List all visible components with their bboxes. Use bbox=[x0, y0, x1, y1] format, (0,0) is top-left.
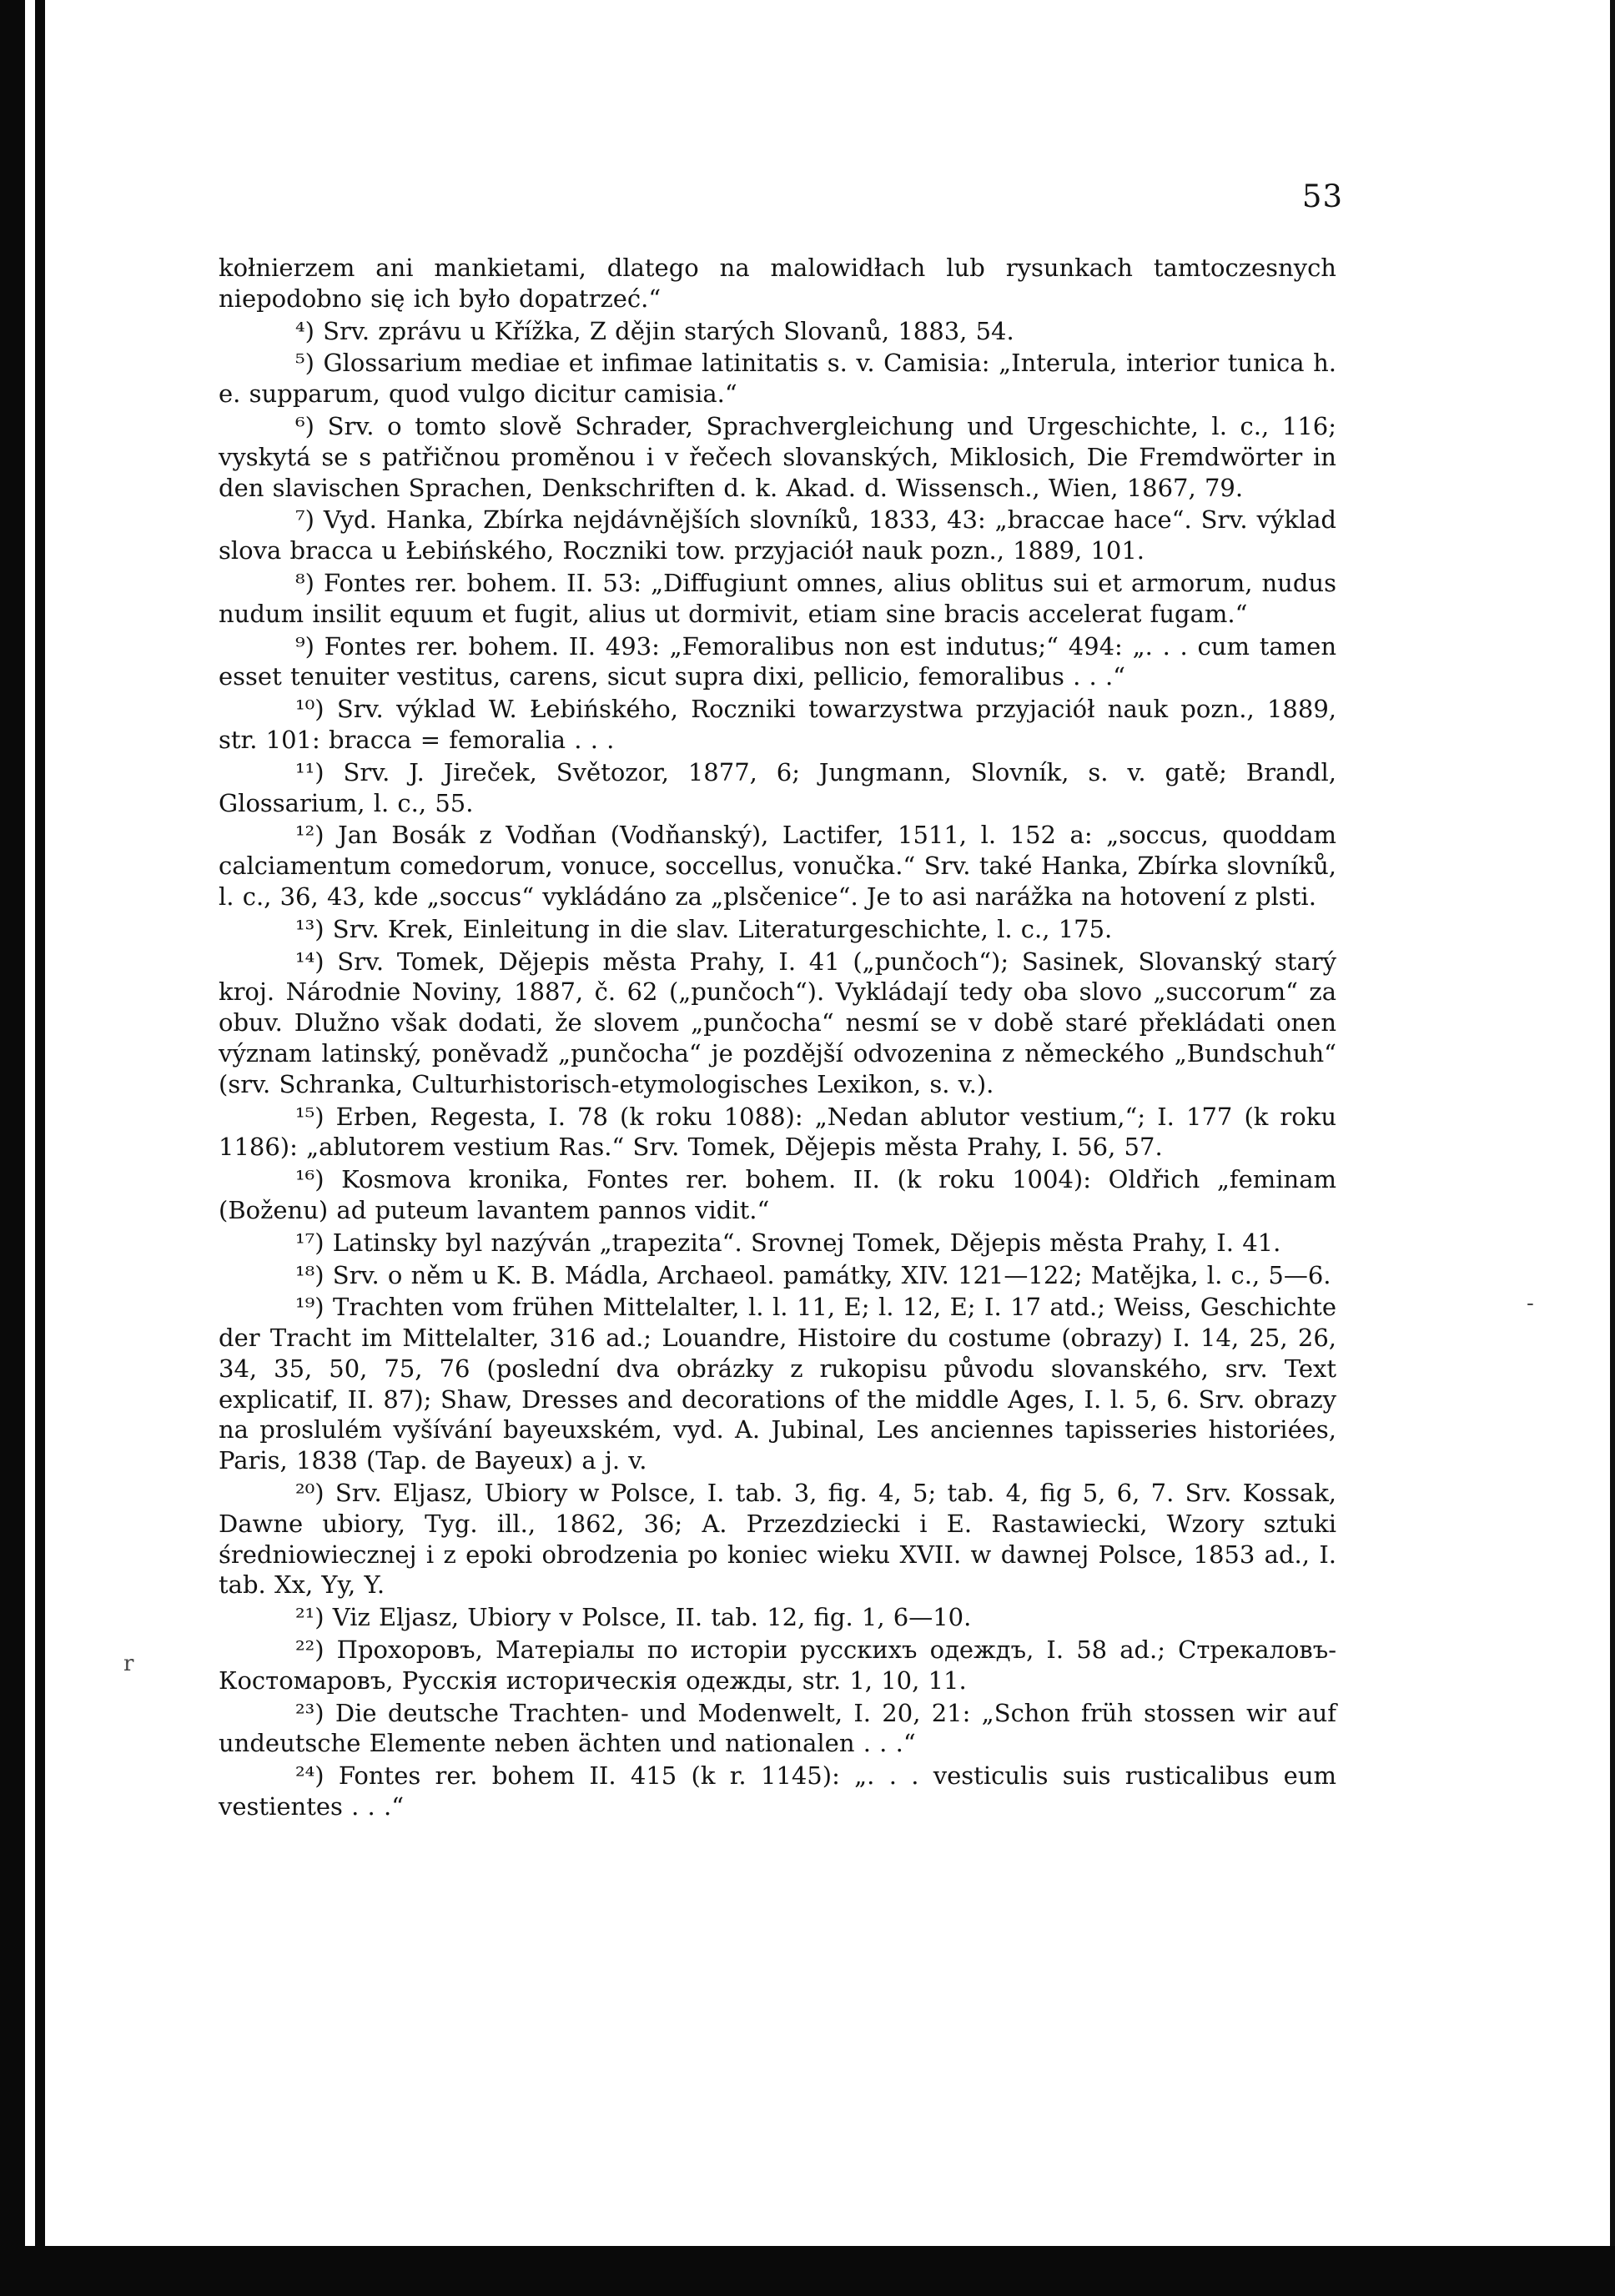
footnote-6: ⁶) Srv. o tomto slově Schrader, Sprachvergleichung und Urgeschichte, l. c., 116; vyskytá se s patřičnou proměnou i v řečech slovanských, Miklosich, Die Fremdwörter in den slavischen Sprachen, Denkschriften d. k. Akad. d. Wissensch., Wien, 1867, 79. bbox=[219, 411, 1346, 502]
footnote-20: ²⁰) Srv. Eljasz, Ubiory w Polsce, I. tab. 3, fig. 4, 5; tab. 4, fig 5, 6, 7. Srv. Kossak, Dawne ubiory, Tyg. ill., 1862, 36; A. Przezdziecki i E. Rastawiecki, Wzory sztuki średniowiecznej i z epoki obrodzenia po koniec wieku XVII. w dawnej Polsce, 1853 ad., I. tab. Xx, Yy, Y. bbox=[219, 1479, 1346, 1600]
footnote-21: ²¹) Viz Eljasz, Ubiory v Polsce, II. tab. 12, fig. 1, 6—10. bbox=[295, 1603, 972, 1632]
margin-dash-mark: - bbox=[1527, 1291, 1534, 1316]
scan-border-bottom bbox=[0, 2246, 1615, 2296]
footnote-9: ⁹) Fontes rer. bohem. II. 493: „Femoralibus non est indutus;“ 494: „. . . cum tamen esset tenuiter vestitus, carens, sicut supra dixi, pellicio, femoralibus . . .“ bbox=[219, 631, 1346, 691]
footnote-14: ¹⁴) Srv. Tomek, Dějepis města Prahy, I. 41 („punčoch“); Sasinek, Slovanský starý kroj. Národnie Noviny, 1887, č. 62 („punčoch“). Vykládají tedy oba slovo „succorum“ za obuv. Dlužno však dodati, že slovem „punčocha“ nesmí se v době staré překládati onen význam latinský, poněvadž „punčocha“ je pozdější odvozenina z německého „Bundschuh“ (srv. Schranka, Culturhistorisch-etymologisches Lexikon, s. v.). bbox=[219, 947, 1346, 1098]
footnote-17: ¹⁷) Latinsky byl nazýván „trapezita“. Srovnej Tomek, Dějepis města Prahy, I. 41. bbox=[295, 1228, 1281, 1257]
footnote-7: ⁷) Vyd. Hanka, Zbírka nejdávnějších slovníků, 1833, 43: „braccae hace“. Srv. výklad slova bracca u Łebińského, Roczniki tow. przyjaciół nauk pozn., 1889, 101. bbox=[219, 505, 1346, 565]
scan-border-left bbox=[0, 0, 25, 2296]
footnote-12: ¹²) Jan Bosák z Vodňan (Vodňanský), Lactifer, 1511, l. 152 a: „soccus, quoddam calciamentum comedorum, vonuce, soccellus, vonučka.“ Srv. také Hanka, Zbírka slovníků, l. c., 36, 43, kde „soccus“ vykládáno za „plsčenice“. Je to asi narážka na hotovení z plsti. bbox=[219, 821, 1346, 911]
footnote-19: ¹⁹) Trachten vom frühen Mittelalter, l. l. 11, E; l. 12, E; I. 17 atd.; Weiss, Geschichte der Tracht im Mittelalter, 316 ad.; Louandre, Histoire du costume (obrazy) I. 14, 25, 26, 34, 35, 50, 75, 76 (poslední dva obrázky z rukopisu původu slovanského, srv. Text explicatif, II. 87); Shaw, Dresses and decorations of the middle Ages, I. l. 5, 6. Srv. obrazy na proslulém vyšívání bayeuxském, vyd. A. Jubinal, Les anciennes tapisseries historiées, Paris, 1838 (Tap. de Bayeux) a j. v. bbox=[219, 1293, 1346, 1475]
footnote-4: ⁴) Srv. zprávu u Křížka, Z dějin starých Slovanů, 1883, 54. bbox=[295, 316, 1014, 345]
footnote-18: ¹⁸) Srv. o něm u K. B. Mádla, Archaeol. památky, XIV. 121—122; Matějka, l. c., 5—6. bbox=[295, 1260, 1331, 1289]
footnote-15: ¹⁵) Erben, Regesta, I. 78 (k roku 1088): „Nedan ablutor vestium,“; I. 177 (k roku 1186): „ablutorem vestium Ras.“ Srv. Tomek, Dějepis města Prahy, I. 56, 57. bbox=[219, 1102, 1346, 1162]
scan-border-right bbox=[1610, 0, 1615, 2296]
margin-bracket-mark: r bbox=[123, 1651, 134, 1676]
scan-border-gap bbox=[25, 0, 35, 2296]
footnote-5: ⁵) Glossarium mediae et infimae latinitatis s. v. Camisia: „Interula, interior tunica h. e. supparum, quod vulgo dicitur camisia.“ bbox=[219, 349, 1346, 409]
footnotes-body bbox=[219, 253, 1346, 1824]
scan-border-left-inner bbox=[35, 0, 45, 2296]
footnote-10: ¹⁰) Srv. výklad W. Łebińského, Roczniki towarzystwa przyjaciół nauk pozn., 1889, str. 101: bracca = femoralia . . . bbox=[219, 695, 1346, 754]
page-number: 53 bbox=[1301, 178, 1343, 214]
footnote-16: ¹⁶) Kosmova kronika, Fontes rer. bohem. II. (k roku 1004): Oldřich „feminam (Boženu) ad puteum lavantem pannos vidit.“ bbox=[219, 1165, 1346, 1224]
footnote-23: ²³) Die deutsche Trachten- und Modenwelt, I. 20, 21: „Schon früh stossen wir auf undeutsche Elemente neben ächten und nationalen . . .“ bbox=[219, 1698, 1346, 1758]
footnote-8: ⁸) Fontes rer. bohem. II. 53: „Diffugiunt omnes, alius oblitus sui et armorum, nudus nudum insilit equum et fugit, alius ut dormivit, etiam sine bracis accelerat fugam.“ bbox=[219, 568, 1346, 628]
footnote-11: ¹¹) Srv. J. Jireček, Světozor, 1877, 6; Jungmann, Slovník, s. v. gatě; Brandl, Glossarium, l. c., 55. bbox=[219, 757, 1346, 817]
footnote-24: ²⁴) Fontes rer. bohem II. 415 (k r. 1145): „. . . vesticulis suis rusticalibus eum vestientes . . .“ bbox=[219, 1761, 1346, 1821]
continuation-paragraph: kołnierzem ani mankietami, dlatego na malowidłach lub rysunkach tamtoczesnych niepodobno się ich było dopatrzeć.“ bbox=[219, 254, 1346, 313]
footnote-22: ²²) Прохоровъ, Матеріалы по исторіи русскихъ одеждъ, I. 58 ad.; Стрекаловъ-Костомаровъ, Русскія историческія одежды, str. 1, 10, 11. bbox=[219, 1635, 1336, 1695]
footnote-13: ¹³) Srv. Krek, Einleitung in die slav. Literaturgeschichte, l. c., 175. bbox=[295, 914, 1113, 943]
